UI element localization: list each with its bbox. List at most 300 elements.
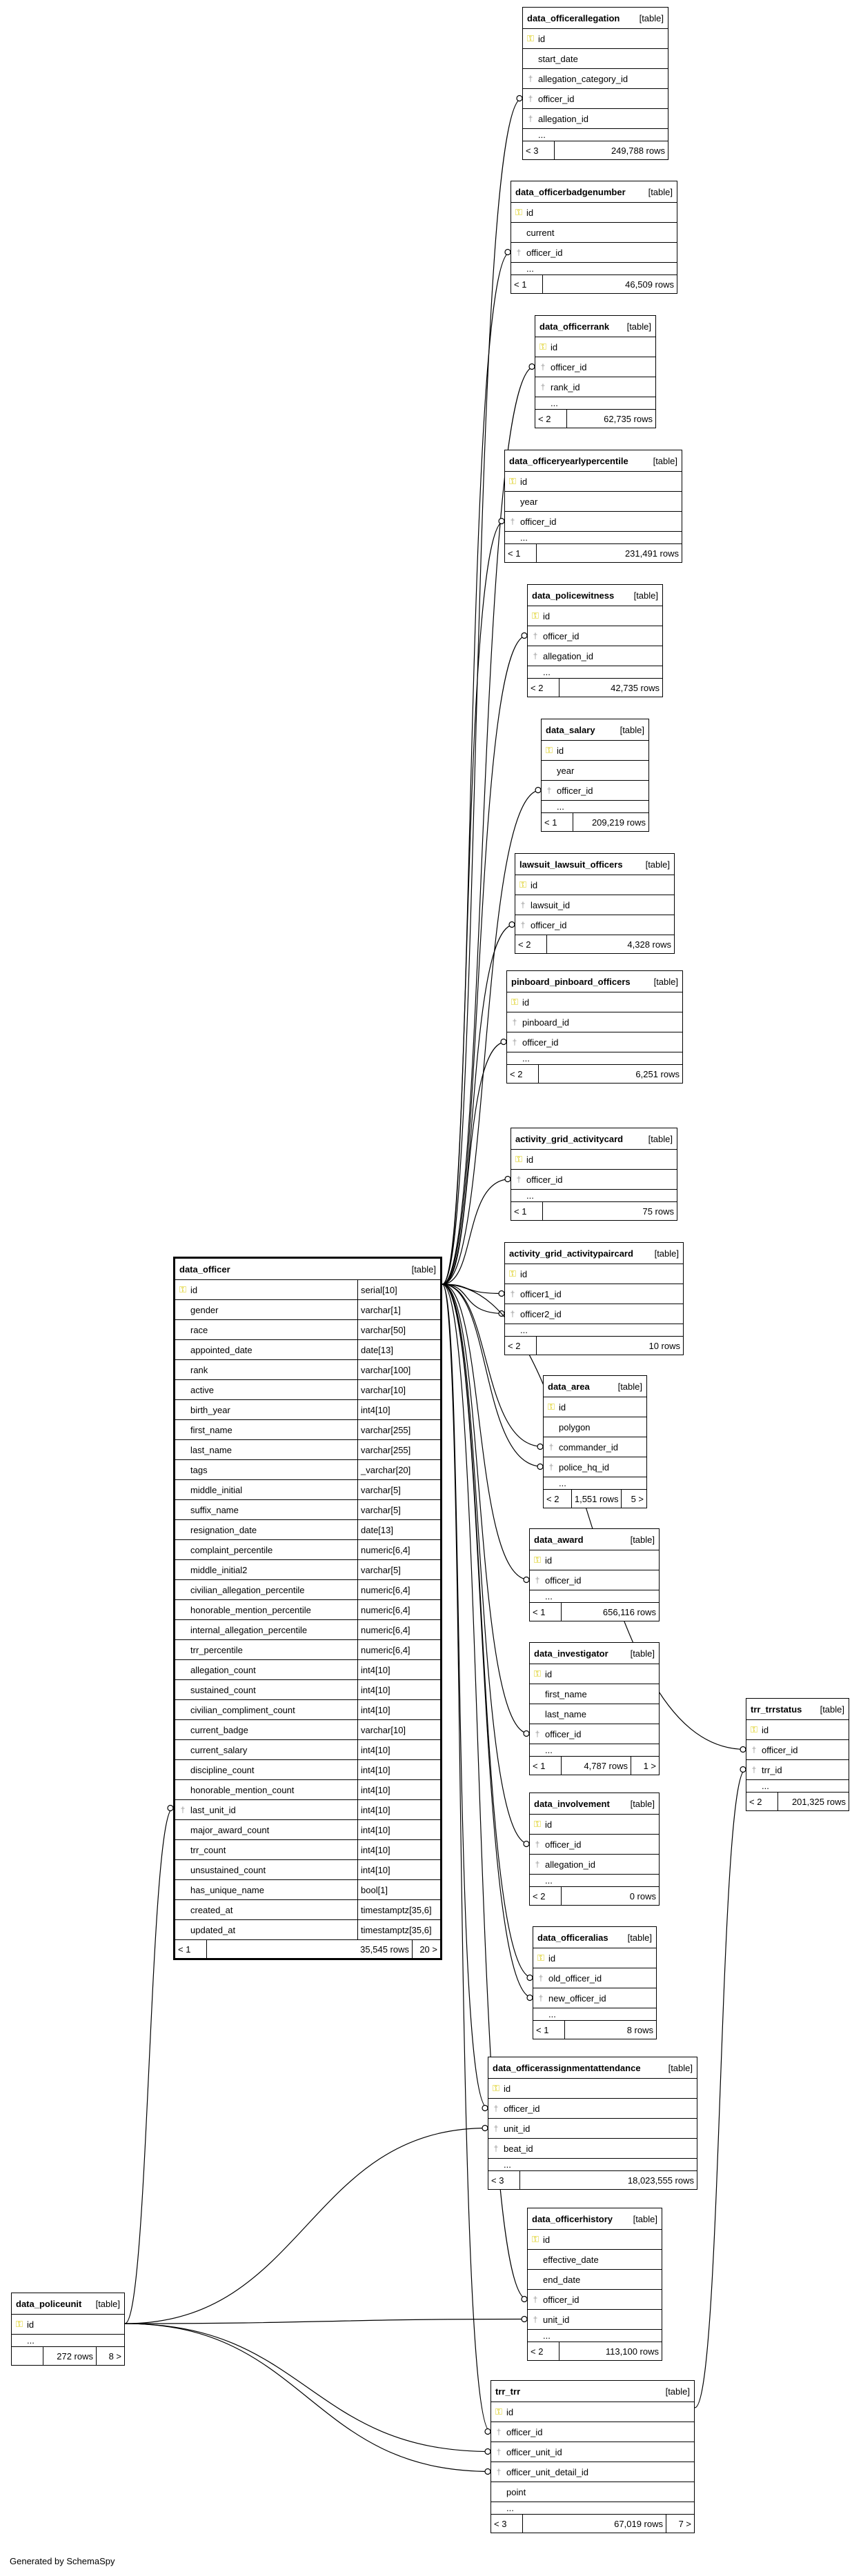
table-name[interactable]: data_award	[534, 1534, 584, 1545]
column-name[interactable]: id	[520, 1268, 528, 1279]
parents-link[interactable]: < 2	[528, 2342, 559, 2360]
column-row[interactable]	[530, 1590, 659, 1603]
column-name[interactable]: birth_year	[190, 1404, 230, 1415]
column-name[interactable]: beat_id	[504, 2143, 533, 2154]
table-name[interactable]: data_policeunit	[16, 2298, 82, 2309]
column-name[interactable]: rank_id	[551, 381, 580, 392]
column-name[interactable]: id	[543, 610, 551, 621]
column-row[interactable]	[505, 532, 682, 544]
column-row[interactable]	[488, 2159, 697, 2171]
column-name[interactable]: officer_id	[551, 361, 587, 372]
children-link[interactable]: 5 >	[631, 1493, 644, 1504]
column-row[interactable]	[528, 2330, 662, 2342]
table-header[interactable]	[542, 719, 648, 741]
column-row[interactable]	[544, 1397, 646, 1417]
column-row[interactable]	[175, 1720, 440, 1740]
table-header[interactable]	[530, 1793, 659, 1815]
column-row[interactable]	[511, 263, 677, 275]
column-row[interactable]	[535, 377, 655, 397]
column-row[interactable]	[530, 1815, 659, 1835]
column-name[interactable]: officer_id	[545, 1728, 582, 1739]
column-name[interactable]: ...	[548, 2009, 556, 2019]
column-name[interactable]: trr_id	[762, 1764, 782, 1775]
column-name[interactable]: ...	[543, 667, 551, 677]
column-name[interactable]: ...	[520, 532, 528, 543]
column-row[interactable]	[535, 337, 655, 357]
children-link[interactable]: 8 >	[108, 2350, 121, 2362]
table-header[interactable]	[535, 316, 655, 337]
column-row[interactable]	[523, 69, 668, 89]
column-name[interactable]: id	[762, 1724, 769, 1735]
column-name[interactable]: honorable_mention_count	[190, 1784, 295, 1795]
column-row[interactable]	[511, 1170, 677, 1190]
column-name[interactable]: ...	[27, 2335, 34, 2346]
table-header[interactable]	[488, 2057, 697, 2079]
table-name[interactable]: activity_grid_activitycard	[515, 1133, 624, 1144]
column-row[interactable]	[528, 606, 662, 626]
column-row[interactable]	[528, 2290, 662, 2310]
column-row[interactable]	[175, 1500, 440, 1520]
column-name[interactable]: id	[520, 476, 528, 487]
column-name[interactable]: end_date	[543, 2274, 581, 2285]
column-row[interactable]	[175, 1380, 440, 1400]
column-row[interactable]	[535, 397, 655, 410]
column-row[interactable]	[523, 129, 668, 141]
table-header[interactable]	[511, 181, 677, 203]
column-name[interactable]: ...	[506, 2503, 514, 2513]
column-name[interactable]: id	[551, 341, 558, 352]
table-data-policeunit[interactable]	[11, 2293, 125, 2366]
column-name[interactable]: ...	[545, 1591, 553, 1601]
column-name[interactable]: tags	[190, 1464, 208, 1475]
parents-link[interactable]: < 1	[511, 1202, 543, 1220]
column-name[interactable]: race	[190, 1324, 208, 1335]
column-name[interactable]: officer_id	[545, 1839, 582, 1850]
column-row[interactable]	[544, 1477, 646, 1490]
table-data-area[interactable]	[543, 1375, 647, 1508]
column-row[interactable]	[488, 2139, 697, 2159]
column-row[interactable]	[488, 2119, 697, 2139]
table-lawsuit-lawsuit-officers[interactable]	[515, 853, 675, 954]
column-name[interactable]: ...	[538, 130, 546, 140]
column-row[interactable]	[175, 1640, 440, 1660]
column-row[interactable]	[528, 2270, 662, 2290]
column-row[interactable]	[175, 1680, 440, 1700]
column-name[interactable]: allegation_id	[543, 650, 594, 661]
column-name[interactable]: middle_initial2	[190, 1564, 248, 1575]
table-name[interactable]: data_policewitness	[532, 590, 615, 601]
table-name[interactable]: lawsuit_lawsuit_officers	[519, 859, 623, 870]
column-name[interactable]: id	[538, 33, 546, 44]
column-name[interactable]: active	[190, 1384, 214, 1395]
column-name[interactable]: current	[526, 227, 555, 238]
table-name[interactable]: data_officerrank	[539, 321, 610, 332]
table-header[interactable]	[530, 1529, 659, 1550]
table-data-award[interactable]	[529, 1528, 660, 1621]
column-row[interactable]	[530, 1855, 659, 1875]
column-row[interactable]	[746, 1720, 849, 1740]
column-name[interactable]: sustained_count	[190, 1684, 256, 1695]
column-name[interactable]: officer_unit_detail_id	[506, 2466, 589, 2477]
column-name[interactable]: ...	[522, 1053, 530, 1064]
table-name[interactable]: pinboard_pinboard_officers	[511, 976, 631, 987]
column-name[interactable]: id	[190, 1284, 198, 1295]
column-name[interactable]: ...	[543, 2330, 551, 2341]
column-row[interactable]	[530, 1744, 659, 1757]
parents-link[interactable]: < 2	[746, 1793, 778, 1810]
table-header[interactable]	[523, 8, 668, 29]
column-row[interactable]	[175, 1800, 440, 1820]
column-row[interactable]	[488, 2079, 697, 2099]
column-name[interactable]: honorable_mention_percentile	[190, 1604, 311, 1615]
column-row[interactable]	[491, 2442, 694, 2462]
parents-link[interactable]: < 1	[530, 1603, 562, 1621]
column-name[interactable]: civilian_allegation_percentile	[190, 1584, 305, 1595]
column-row[interactable]	[175, 1440, 440, 1460]
column-name[interactable]: officer_id	[520, 516, 557, 527]
table-name[interactable]: data_officeralias	[537, 1932, 608, 1943]
table-name[interactable]: data_officeryearlypercentile	[509, 455, 628, 466]
column-row[interactable]	[12, 2315, 124, 2335]
column-name[interactable]: police_hq_id	[559, 1461, 610, 1472]
column-row[interactable]	[175, 1400, 440, 1420]
column-name[interactable]: current_salary	[190, 1744, 248, 1755]
column-name[interactable]: ...	[557, 801, 564, 812]
column-row[interactable]	[505, 1264, 683, 1284]
column-name[interactable]: old_officer_id	[548, 1973, 602, 1984]
column-name[interactable]: officer_id	[526, 1174, 563, 1185]
column-name[interactable]: id	[531, 879, 538, 890]
column-name[interactable]: officer_id	[531, 919, 567, 930]
table-header[interactable]	[12, 2293, 124, 2315]
column-row[interactable]	[511, 243, 677, 263]
column-row[interactable]	[523, 29, 668, 49]
column-name[interactable]: effective_date	[543, 2254, 599, 2265]
parents-link[interactable]: < 2	[507, 1065, 539, 1083]
table-header[interactable]	[175, 1259, 440, 1280]
column-row[interactable]	[511, 223, 677, 243]
column-row[interactable]	[507, 992, 682, 1012]
table-header[interactable]	[746, 1699, 849, 1720]
column-name[interactable]: internal_allegation_percentile	[190, 1624, 308, 1635]
column-name[interactable]: year	[520, 496, 538, 507]
column-row[interactable]	[175, 1480, 440, 1500]
column-row[interactable]	[533, 1968, 656, 1988]
table-name[interactable]: data_officer	[179, 1264, 230, 1275]
table-activity-grid-activitypaircard[interactable]	[504, 1242, 684, 1355]
parents-link[interactable]: < 1	[530, 1757, 562, 1775]
column-name[interactable]: officer_id	[526, 247, 563, 258]
column-row[interactable]	[746, 1740, 849, 1760]
children-link[interactable]: 1 >	[643, 1760, 656, 1771]
table-data-officerassignmentattendance[interactable]	[488, 2057, 697, 2190]
column-name[interactable]: trr_percentile	[190, 1644, 243, 1655]
column-row[interactable]	[175, 1860, 440, 1880]
column-row[interactable]	[530, 1570, 659, 1590]
table-name[interactable]: trr_trrstatus	[751, 1704, 802, 1715]
column-name[interactable]: has_unique_name	[190, 1884, 264, 1895]
table-data-involvement[interactable]	[529, 1793, 660, 1906]
column-row[interactable]	[542, 801, 648, 813]
table-data-officerhistory[interactable]	[527, 2208, 662, 2361]
parents-link[interactable]: < 1	[511, 275, 543, 293]
column-row[interactable]	[175, 1460, 440, 1480]
column-row[interactable]	[511, 1190, 677, 1202]
column-name[interactable]: officer_id	[543, 630, 579, 641]
column-row[interactable]	[530, 1835, 659, 1855]
column-row[interactable]	[491, 2402, 694, 2422]
column-name[interactable]: ...	[545, 1875, 553, 1886]
column-row[interactable]	[530, 1664, 659, 1684]
column-row[interactable]	[175, 1560, 440, 1580]
column-name[interactable]: pinboard_id	[522, 1017, 569, 1028]
column-name[interactable]: ...	[762, 1781, 769, 1791]
table-name[interactable]: data_salary	[546, 724, 595, 735]
column-row[interactable]	[175, 1540, 440, 1560]
column-row[interactable]	[175, 1620, 440, 1640]
column-name[interactable]: middle_initial	[190, 1484, 243, 1495]
column-name[interactable]: unit_id	[504, 2123, 531, 2134]
column-name[interactable]: id	[543, 2234, 551, 2245]
column-name[interactable]: ...	[526, 263, 534, 274]
column-name[interactable]: id	[526, 1154, 534, 1165]
column-name[interactable]: rank	[190, 1364, 208, 1375]
column-row[interactable]	[533, 2008, 656, 2021]
column-name[interactable]: new_officer_id	[548, 1993, 606, 2004]
column-row[interactable]	[175, 1320, 440, 1340]
column-name[interactable]: major_award_count	[190, 1824, 270, 1835]
column-row[interactable]	[528, 626, 662, 646]
column-name[interactable]: id	[504, 2083, 511, 2094]
column-row[interactable]	[175, 1340, 440, 1360]
column-name[interactable]: trr_count	[190, 1844, 226, 1855]
table-header[interactable]	[491, 2381, 694, 2402]
column-row[interactable]	[530, 1550, 659, 1570]
column-row[interactable]	[523, 109, 668, 129]
column-name[interactable]: officer_id	[543, 2294, 579, 2305]
column-row[interactable]	[491, 2502, 694, 2515]
column-row[interactable]	[488, 2099, 697, 2119]
column-row[interactable]	[528, 666, 662, 679]
column-row[interactable]	[175, 1820, 440, 1840]
column-name[interactable]: allegation_category_id	[538, 73, 628, 84]
table-data-officer[interactable]	[173, 1257, 442, 1960]
column-row[interactable]	[175, 1880, 440, 1900]
table-header[interactable]	[505, 1243, 683, 1264]
parents-link[interactable]: < 1	[175, 1940, 207, 1958]
column-row[interactable]	[523, 49, 668, 69]
column-row[interactable]	[535, 357, 655, 377]
column-row[interactable]	[528, 2250, 662, 2270]
parents-link[interactable]: < 3	[488, 2171, 520, 2189]
column-name[interactable]: ...	[520, 1325, 528, 1335]
table-data-officerbadgenumber[interactable]	[511, 181, 677, 294]
children-link[interactable]: 7 >	[678, 2518, 691, 2529]
column-row[interactable]	[505, 1284, 683, 1304]
column-name[interactable]: ...	[526, 1190, 534, 1201]
table-name[interactable]: data_officerallegation	[527, 12, 620, 23]
table-data-officerallegation[interactable]	[522, 7, 668, 160]
column-name[interactable]: ...	[551, 398, 558, 408]
children-link[interactable]: 20 >	[419, 1944, 437, 1955]
column-row[interactable]	[542, 741, 648, 761]
column-row[interactable]	[544, 1457, 646, 1477]
column-name[interactable]: lawsuit_id	[531, 899, 571, 910]
column-name[interactable]: officer_id	[504, 2103, 540, 2114]
column-name[interactable]: allegation_count	[190, 1664, 256, 1675]
column-row[interactable]	[528, 646, 662, 666]
column-row[interactable]	[523, 89, 668, 109]
table-trr-trr[interactable]	[491, 2380, 695, 2533]
column-row[interactable]	[175, 1840, 440, 1860]
column-name[interactable]: appointed_date	[190, 1344, 252, 1355]
parents-link[interactable]: < 2	[515, 935, 547, 953]
column-row[interactable]	[505, 472, 682, 492]
column-row[interactable]	[507, 1052, 682, 1065]
column-row[interactable]	[175, 1300, 440, 1320]
column-row[interactable]	[175, 1700, 440, 1720]
table-data-salary[interactable]	[541, 719, 649, 832]
column-row[interactable]	[491, 2482, 694, 2502]
table-header[interactable]	[530, 1643, 659, 1664]
table-header[interactable]	[515, 854, 674, 875]
column-name[interactable]: id	[545, 1555, 553, 1566]
column-row[interactable]	[491, 2422, 694, 2442]
column-name[interactable]: id	[548, 1953, 556, 1964]
column-row[interactable]	[175, 1740, 440, 1760]
column-name[interactable]: officer_id	[545, 1575, 582, 1586]
column-row[interactable]	[505, 512, 682, 532]
column-row[interactable]	[533, 1988, 656, 2008]
column-name[interactable]: first_name	[545, 1688, 587, 1699]
column-name[interactable]: id	[557, 745, 564, 756]
column-name[interactable]: officer2_id	[520, 1308, 562, 1319]
column-name[interactable]: discipline_count	[190, 1764, 255, 1775]
table-header[interactable]	[528, 2208, 662, 2230]
column-name[interactable]: officer_unit_id	[506, 2446, 562, 2457]
parents-link[interactable]	[12, 2347, 43, 2365]
column-name[interactable]: ...	[545, 1745, 553, 1755]
column-name[interactable]: last_name	[190, 1444, 232, 1455]
column-row[interactable]	[746, 1760, 849, 1780]
column-name[interactable]: officer1_id	[520, 1288, 562, 1299]
column-name[interactable]: officer_id	[557, 785, 593, 796]
column-row[interactable]	[530, 1875, 659, 1887]
column-row[interactable]	[515, 875, 674, 895]
column-row[interactable]	[175, 1280, 440, 1300]
table-header[interactable]	[544, 1376, 646, 1397]
table-data-officeryearlypercentile[interactable]	[504, 450, 682, 563]
table-header[interactable]	[511, 1128, 677, 1150]
column-name[interactable]: start_date	[538, 53, 578, 64]
table-data-officerrank[interactable]	[535, 315, 656, 428]
table-name[interactable]: data_officerhistory	[532, 2213, 613, 2224]
column-name[interactable]: resignation_date	[190, 1524, 257, 1535]
table-name[interactable]: activity_grid_activitypaircard	[509, 1248, 633, 1259]
column-name[interactable]: ...	[559, 1478, 566, 1488]
column-name[interactable]: polygon	[559, 1421, 591, 1432]
column-row[interactable]	[505, 1304, 683, 1324]
parents-link[interactable]: < 1	[505, 544, 537, 562]
column-row[interactable]	[491, 2462, 694, 2482]
table-header[interactable]	[533, 1927, 656, 1948]
column-row[interactable]	[511, 203, 677, 223]
column-name[interactable]: officer_id	[762, 1744, 798, 1755]
column-row[interactable]	[175, 1900, 440, 1920]
column-name[interactable]: civilian_compliment_count	[190, 1704, 295, 1715]
column-name[interactable]: point	[506, 2486, 526, 2497]
column-row[interactable]	[530, 1704, 659, 1724]
table-header[interactable]	[505, 450, 682, 472]
column-name[interactable]: gender	[190, 1304, 219, 1315]
column-row[interactable]	[507, 1032, 682, 1052]
column-row[interactable]	[530, 1724, 659, 1744]
column-row[interactable]	[175, 1780, 440, 1800]
column-name[interactable]: officer_id	[522, 1037, 559, 1048]
column-row[interactable]	[505, 492, 682, 512]
column-row[interactable]	[175, 1600, 440, 1620]
column-name[interactable]: id	[27, 2319, 34, 2330]
column-name[interactable]: last_name	[545, 1708, 586, 1719]
column-row[interactable]	[515, 895, 674, 915]
column-row[interactable]	[175, 1420, 440, 1440]
column-name[interactable]: ...	[504, 2159, 511, 2170]
table-name[interactable]: trr_trr	[495, 2386, 521, 2397]
column-name[interactable]: officer_id	[538, 93, 575, 104]
table-name[interactable]: data_area	[548, 1381, 590, 1392]
column-name[interactable]: id	[545, 1668, 553, 1679]
column-name[interactable]: id	[522, 997, 530, 1008]
parents-link[interactable]: < 2	[544, 1490, 572, 1508]
parents-link[interactable]: < 2	[528, 679, 559, 697]
column-row[interactable]	[175, 1920, 440, 1940]
table-activity-grid-activitycard[interactable]	[511, 1128, 677, 1221]
column-name[interactable]: last_unit_id	[190, 1804, 236, 1815]
column-row[interactable]	[507, 1012, 682, 1032]
column-row[interactable]	[542, 761, 648, 781]
column-row[interactable]	[515, 915, 674, 935]
column-name[interactable]: commander_id	[559, 1441, 618, 1452]
column-row[interactable]	[746, 1780, 849, 1793]
table-pinboard-pinboard-officers[interactable]	[506, 970, 683, 1084]
table-data-investigator[interactable]	[529, 1642, 660, 1775]
column-row[interactable]	[175, 1760, 440, 1780]
column-name[interactable]: allegation_id	[545, 1859, 596, 1870]
column-row[interactable]	[511, 1150, 677, 1170]
column-row[interactable]	[505, 1324, 683, 1337]
column-row[interactable]	[175, 1580, 440, 1600]
column-row[interactable]	[175, 1660, 440, 1680]
table-name[interactable]: data_officerbadgenumber	[515, 186, 626, 197]
parents-link[interactable]: < 1	[533, 2021, 565, 2039]
column-name[interactable]: created_at	[190, 1904, 233, 1915]
column-row[interactable]	[544, 1417, 646, 1437]
column-name[interactable]: id	[545, 1819, 553, 1830]
column-row[interactable]	[175, 1520, 440, 1540]
column-row[interactable]	[12, 2335, 124, 2347]
column-name[interactable]: id	[559, 1401, 566, 1412]
column-name[interactable]: id	[506, 2406, 514, 2417]
table-data-officeralias[interactable]	[533, 1926, 657, 2039]
parents-link[interactable]: < 2	[535, 410, 567, 428]
table-name[interactable]: data_involvement	[534, 1798, 610, 1809]
column-row[interactable]	[533, 1948, 656, 1968]
column-row[interactable]	[175, 1360, 440, 1380]
column-name[interactable]: year	[557, 765, 575, 776]
parents-link[interactable]: < 3	[523, 141, 555, 159]
column-name[interactable]: unit_id	[543, 2314, 570, 2325]
column-row[interactable]	[544, 1437, 646, 1457]
